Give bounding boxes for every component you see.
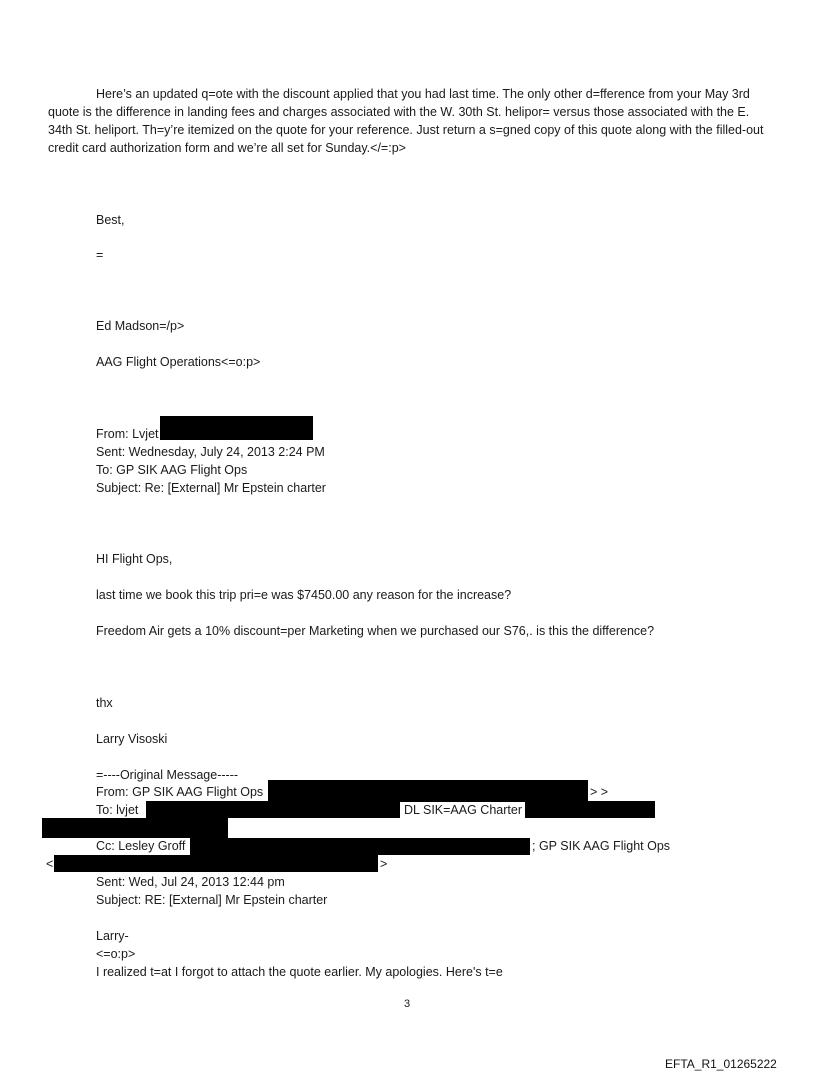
redaction-box — [160, 416, 313, 440]
original-sent: Sent: Wed, Jul 24, 2013 12:44 pm — [96, 875, 285, 889]
redaction-box — [54, 855, 378, 872]
original-cc-cont: < — [46, 857, 54, 871]
original-cc: Cc: Lesley Groff — [96, 839, 186, 853]
original-cc-tail: ; GP SIK AAG Flight Ops — [532, 839, 671, 853]
page-number: 3 — [404, 998, 411, 1010]
reply-to: To: GP SIK AAG Flight Ops — [96, 463, 248, 477]
original-from-tail: > > — [590, 785, 609, 799]
original-to: To: lvjet — [96, 803, 139, 817]
original-subject: Subject: RE: [External] Mr Epstein charter — [96, 893, 328, 907]
reply-signature: Larry Visoski — [96, 732, 168, 746]
reply-line-2: Freedom Air gets a 10% discount=per Marketing when we purchased our S76,. is this the difference? — [96, 624, 655, 638]
redaction-box — [525, 801, 655, 818]
redaction-box — [146, 801, 400, 818]
bates-number: EFTA_R1_01265222 — [665, 1057, 777, 1071]
redaction-box — [268, 780, 588, 802]
reply-sent: Sent: Wednesday, July 24, 2013 2:24 PM — [96, 445, 325, 459]
reply-subject: Subject: Re: [External] Mr Epstein charter — [96, 481, 326, 495]
original-divider: =----Original Message----- — [96, 768, 239, 782]
intro-paragraph: Here’s an updated q=ote with the discount applied that you had last time. The only other d=fference from your May 3rd quote is the difference in landing fees and charges associated with the W. 30th St. helipor= versus those associated with the E. 34th St. heliport. Th=y’re itemized on the quote for your reference. Just return a s=gned copy of this quote along with the filled-out credit card authorization form and we’re all set for Sunday.</=:p> — [48, 87, 764, 155]
original-from: From: GP SIK AAG Flight Ops — [96, 785, 264, 799]
redaction-box — [42, 818, 228, 838]
blank-marker: = — [96, 248, 104, 262]
original-to-mid: DL SIK=AAG Charter — [404, 803, 522, 817]
reply-from: From: Lvjet — [96, 427, 159, 441]
original-greeting: Larry- — [96, 929, 129, 943]
original-cc-cont-tail: > — [380, 857, 388, 871]
redaction-box — [190, 838, 530, 855]
original-body: I realized t=at I forgot to attach the quote earlier. My apologies. Here's t=e — [96, 965, 503, 979]
closing-salutation: Best, — [96, 213, 125, 227]
sender-org: AAG Flight Operations<=o:p> — [96, 355, 261, 369]
reply-line-1: last time we book this trip pri=e was $7450.00 any reason for the increase? — [96, 588, 512, 602]
original-marker: <=o:p> — [96, 947, 136, 961]
reply-greeting: HI Flight Ops, — [96, 552, 173, 566]
sender-name: Ed Madson=/p> — [96, 319, 185, 333]
reply-thanks: thx — [96, 696, 113, 710]
